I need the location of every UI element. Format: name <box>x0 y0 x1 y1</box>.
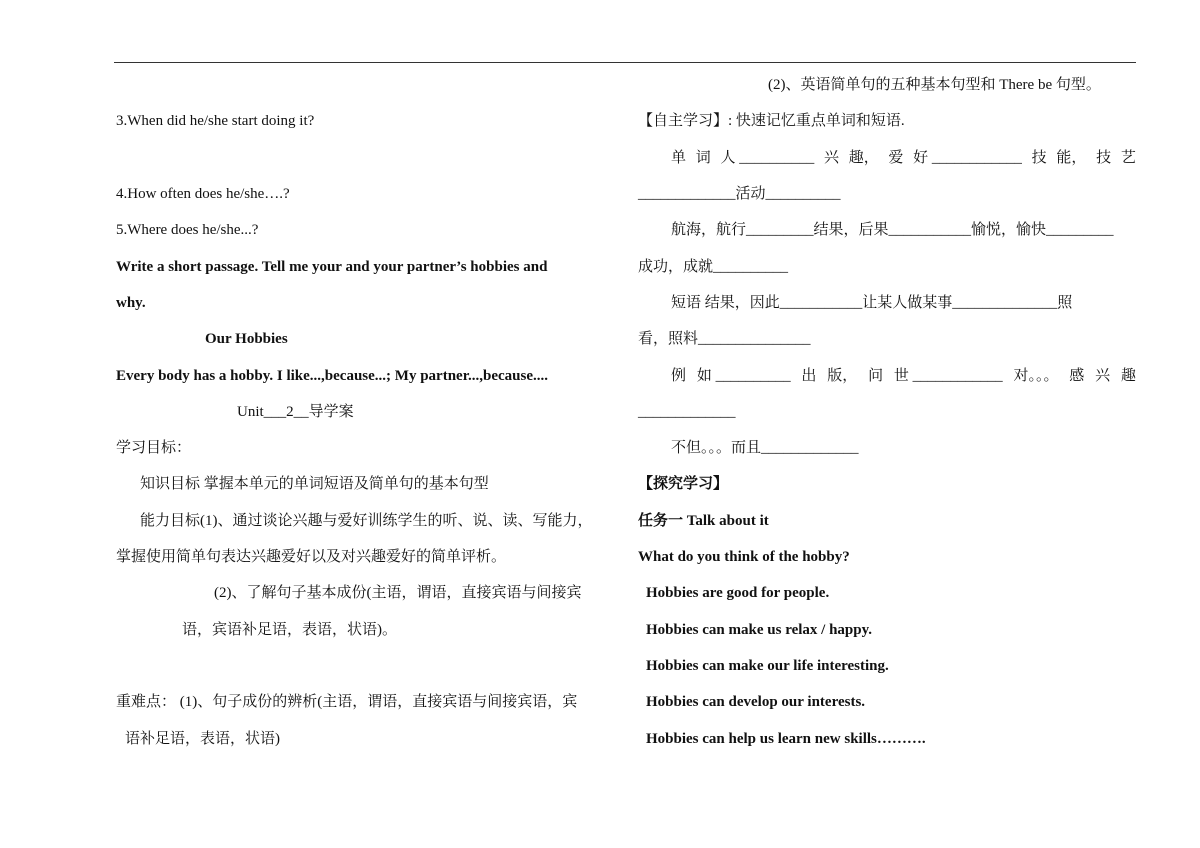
ability-goal-line1: 能力目标(1)、通过谈论兴趣与爱好训练学生的听、说、读、写能力， <box>140 513 593 529</box>
words-line2: _____________活动__________ <box>638 186 841 202</box>
answer-item: Hobbies can develop our interests. <box>646 694 866 710</box>
words-line1: 单 词 人 __________ 兴 趣， 爱 好 ____________ 技 能， 技 艺 <box>671 150 1136 166</box>
question-5: 5.Where does he/she...? <box>116 222 259 238</box>
phrases-line2: 看，照料_______________ <box>638 331 811 347</box>
ability-goal2-line1: (2)、了解句子基本成份(主语，谓语，直接宾语与间接宾 <box>214 585 582 601</box>
ability-goal-line2: 掌握使用简单句表达兴趣爱好以及对兴趣爱好的简单评析。 <box>116 549 507 565</box>
hobby-question: What do you think of the hobby? <box>638 549 850 565</box>
goals-heading: 学习目标： <box>116 440 192 456</box>
knowledge-goal: 知识目标 掌握本单元的单词短语及简单句的基本句型 <box>140 476 489 492</box>
self-study-heading: 【自主学习】: 快速记忆重点单词和短语. <box>638 113 905 129</box>
question-4: 4.How often does he/she….? <box>116 186 290 202</box>
answer-item: Hobbies can make us relax / happy. <box>646 622 873 638</box>
writing-task-line2: why. <box>116 295 146 311</box>
essay-title: Our Hobbies <box>205 331 288 347</box>
words-line3: 航海，航行_________结果，后果___________愉悦，愉快_________ <box>671 222 1114 238</box>
header-rule <box>114 62 1136 63</box>
unit-title: Unit___2__导学案 <box>237 404 354 420</box>
task-1: 任务一 Talk about it <box>638 513 769 529</box>
phrases-line3: 例 如 __________ 出 版， 问 世 ____________ 对。。。 感 兴 趣 <box>671 368 1136 384</box>
difficulty-line1: 重难点： (1)、句子成份的辨析(主语，谓语，直接宾语与间接宾语，宾 <box>116 694 578 710</box>
answer-item: Hobbies can help us learn new skills………. <box>646 731 926 747</box>
question-3: 3.When did he/she start doing it? <box>116 113 315 129</box>
answer-item: Hobbies are good for people. <box>646 585 830 601</box>
phrases-line5: 不但。。。而且_____________ <box>671 440 859 456</box>
phrases-line1: 短语 结果，因此___________让某人做某事______________照 <box>671 295 1073 311</box>
ability-goal2-line2: 语，宾语补足语，表语，状语)。 <box>182 622 397 638</box>
writing-task-line1: Write a short passage. Tell me your and your partner’s hobbies and <box>116 259 548 275</box>
answer-item: Hobbies can make our life interesting. <box>646 658 889 674</box>
explore-heading: 【探究学习】 <box>638 476 729 492</box>
phrases-line4: _____________ <box>638 404 736 420</box>
difficulty-line2: 语补足语，表语，状语) <box>125 731 280 747</box>
difficulty-2: (2)、英语简单句的五种基本句型和 There be 句型。 <box>768 77 1101 93</box>
essay-template: Every body has a hobby. I like...,because...; My partner...,because.... <box>116 368 548 384</box>
words-line4: 成功，成就__________ <box>638 259 789 275</box>
